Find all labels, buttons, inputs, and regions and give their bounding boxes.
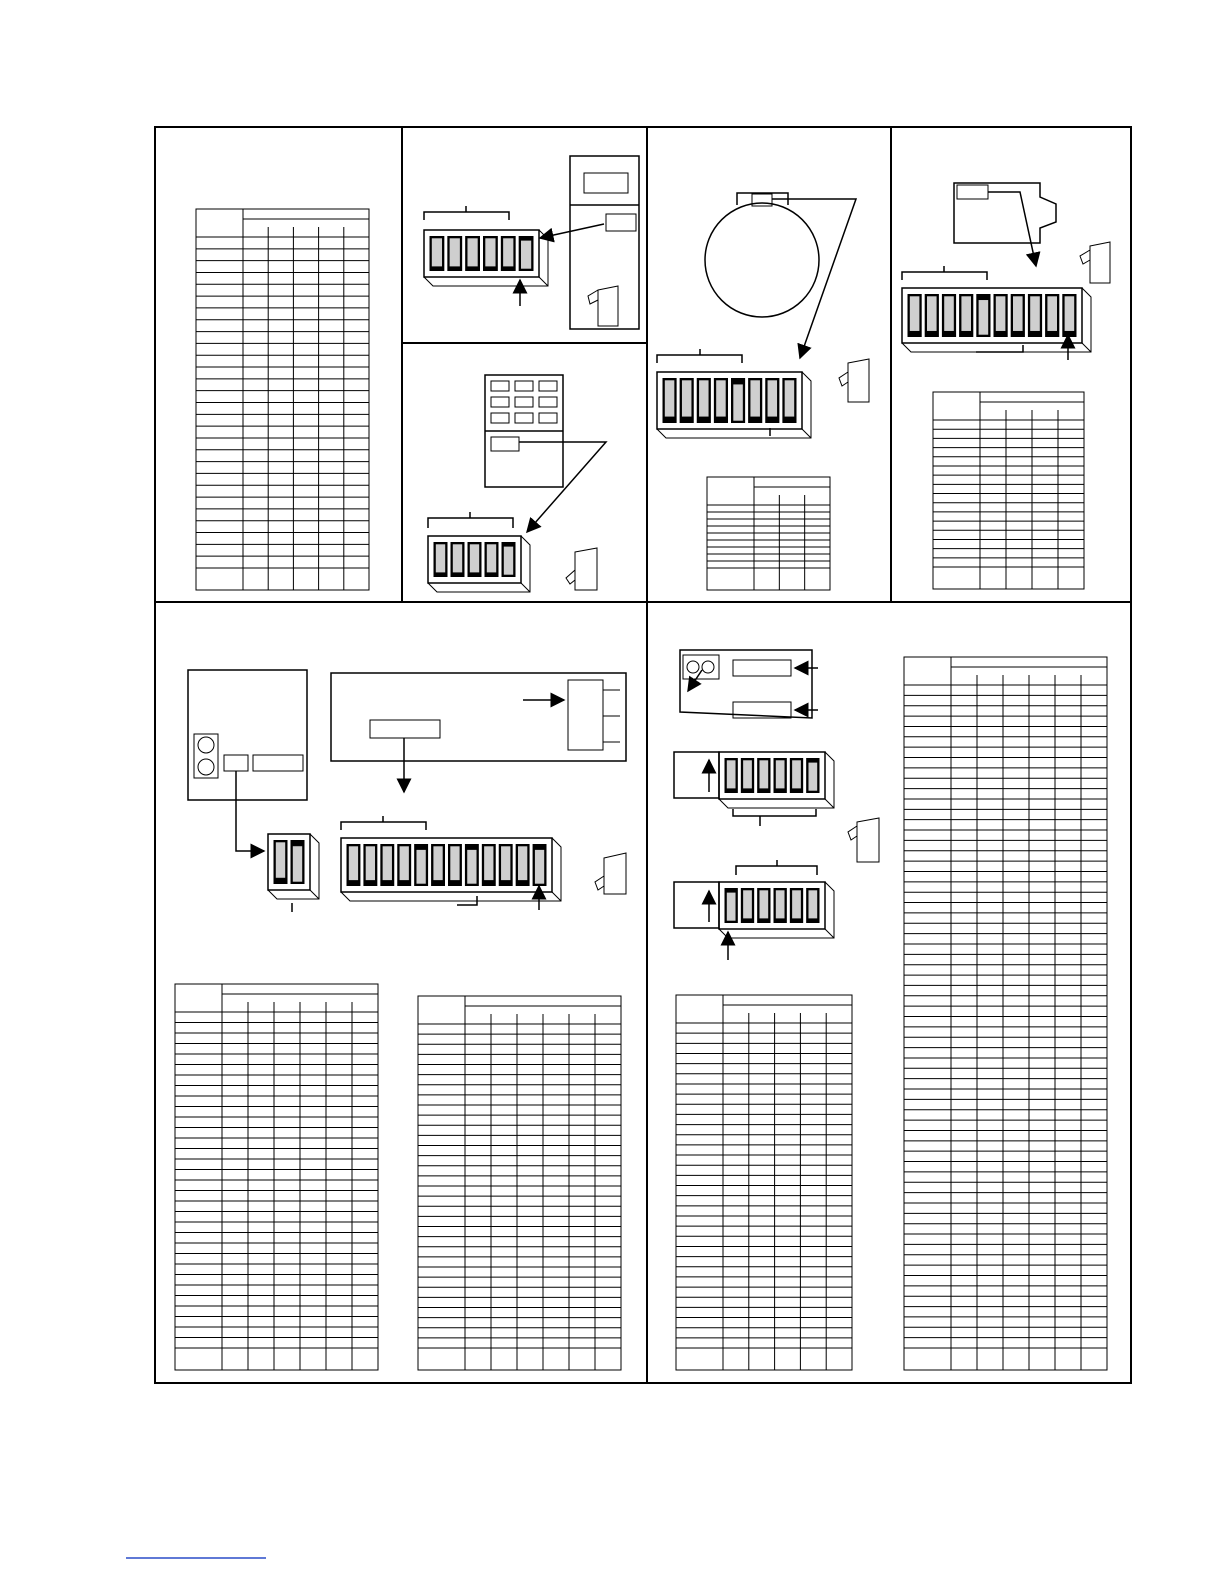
switch-lever <box>436 544 446 573</box>
switch-edge <box>802 429 811 438</box>
switch-lever <box>727 760 736 789</box>
settings-table-2 <box>707 477 830 590</box>
settings-table-7 <box>904 657 1107 1370</box>
switch-lever <box>518 846 528 880</box>
switch-lever <box>449 238 460 267</box>
switch-bank-g <box>719 752 834 808</box>
settings-table-4 <box>175 984 378 1370</box>
table-border <box>175 984 378 1370</box>
switch-lever <box>1064 296 1074 331</box>
switch-bank-f <box>341 838 561 901</box>
switch-lever <box>743 760 752 789</box>
settings-table-3 <box>933 392 1084 589</box>
switch-lever <box>470 544 480 573</box>
tables-layer <box>175 209 1107 1370</box>
switch-lever <box>365 846 375 880</box>
switch-lever <box>776 890 785 919</box>
switch-bank-d <box>902 288 1091 352</box>
switch-lever <box>808 890 817 919</box>
switch-lever <box>784 380 794 417</box>
switch-lever <box>382 846 392 880</box>
settings-table-6 <box>676 995 852 1370</box>
switch-lever <box>399 846 409 880</box>
switch-lever <box>1047 296 1057 331</box>
switch-lever <box>432 238 443 267</box>
switch-lever <box>665 380 675 417</box>
switch-lever <box>699 380 709 417</box>
switch-bank-h <box>719 882 834 938</box>
switch-lever <box>450 846 460 880</box>
switch-lever <box>910 296 920 331</box>
switch-lever <box>792 760 801 789</box>
switch-lever <box>776 760 785 789</box>
switch-bank-e <box>268 834 319 899</box>
switch-lever <box>521 240 532 269</box>
switch-bank-a <box>424 230 548 286</box>
switch-lever <box>349 846 359 880</box>
switch-bank-c <box>657 372 811 438</box>
switch-lever <box>750 380 760 417</box>
switch-lever <box>727 892 736 921</box>
switch-lever <box>433 846 443 880</box>
arrow-3-device <box>772 199 856 358</box>
arrow-bl-board <box>236 771 264 851</box>
switch-lever <box>293 846 303 882</box>
switch-lever <box>996 296 1006 331</box>
switch-lever <box>1013 296 1023 331</box>
settings-table-1 <box>196 209 369 590</box>
arrow-2a-unit <box>540 224 604 238</box>
switch-lever <box>503 238 514 267</box>
switch-lever <box>487 544 497 573</box>
switch-lever <box>453 544 463 573</box>
switch-lever <box>504 546 514 575</box>
switch-edge <box>552 892 561 901</box>
settings-table-5 <box>418 996 621 1370</box>
switch-lever <box>944 296 954 331</box>
switch-lever <box>467 238 478 267</box>
switch-lever <box>682 380 692 417</box>
switch-lever <box>485 238 496 267</box>
switch-edge <box>825 929 834 938</box>
switch-lever <box>276 842 286 878</box>
switch-lever <box>416 850 426 884</box>
table-border <box>933 392 1084 589</box>
switch-lever <box>759 760 768 789</box>
switch-edge <box>521 583 530 592</box>
switch-lever <box>808 762 817 791</box>
switch-lever <box>535 850 545 884</box>
switch-edge <box>1082 343 1091 352</box>
switch-lever <box>767 380 777 417</box>
switch-lever <box>743 890 752 919</box>
switches-layer <box>268 230 1091 938</box>
table-border <box>676 995 852 1370</box>
switch-lever <box>484 846 494 880</box>
switch-lever <box>716 380 726 417</box>
switch-lever <box>1030 296 1040 331</box>
table-border <box>418 996 621 1370</box>
switch-lever <box>792 890 801 919</box>
switch-lever <box>501 846 511 880</box>
switch-lever <box>961 296 971 331</box>
switch-edge <box>539 277 548 286</box>
switch-edge <box>310 890 319 899</box>
switch-lever <box>927 296 937 331</box>
switch-lever <box>759 890 768 919</box>
table-border <box>904 657 1107 1370</box>
switch-lever <box>467 850 477 884</box>
switch-face <box>657 372 802 429</box>
switch-bank-b <box>428 536 530 592</box>
arrow-4-housing <box>988 192 1036 266</box>
switch-edge <box>825 799 834 808</box>
switch-lever <box>978 300 988 335</box>
switch-lever <box>733 384 743 421</box>
